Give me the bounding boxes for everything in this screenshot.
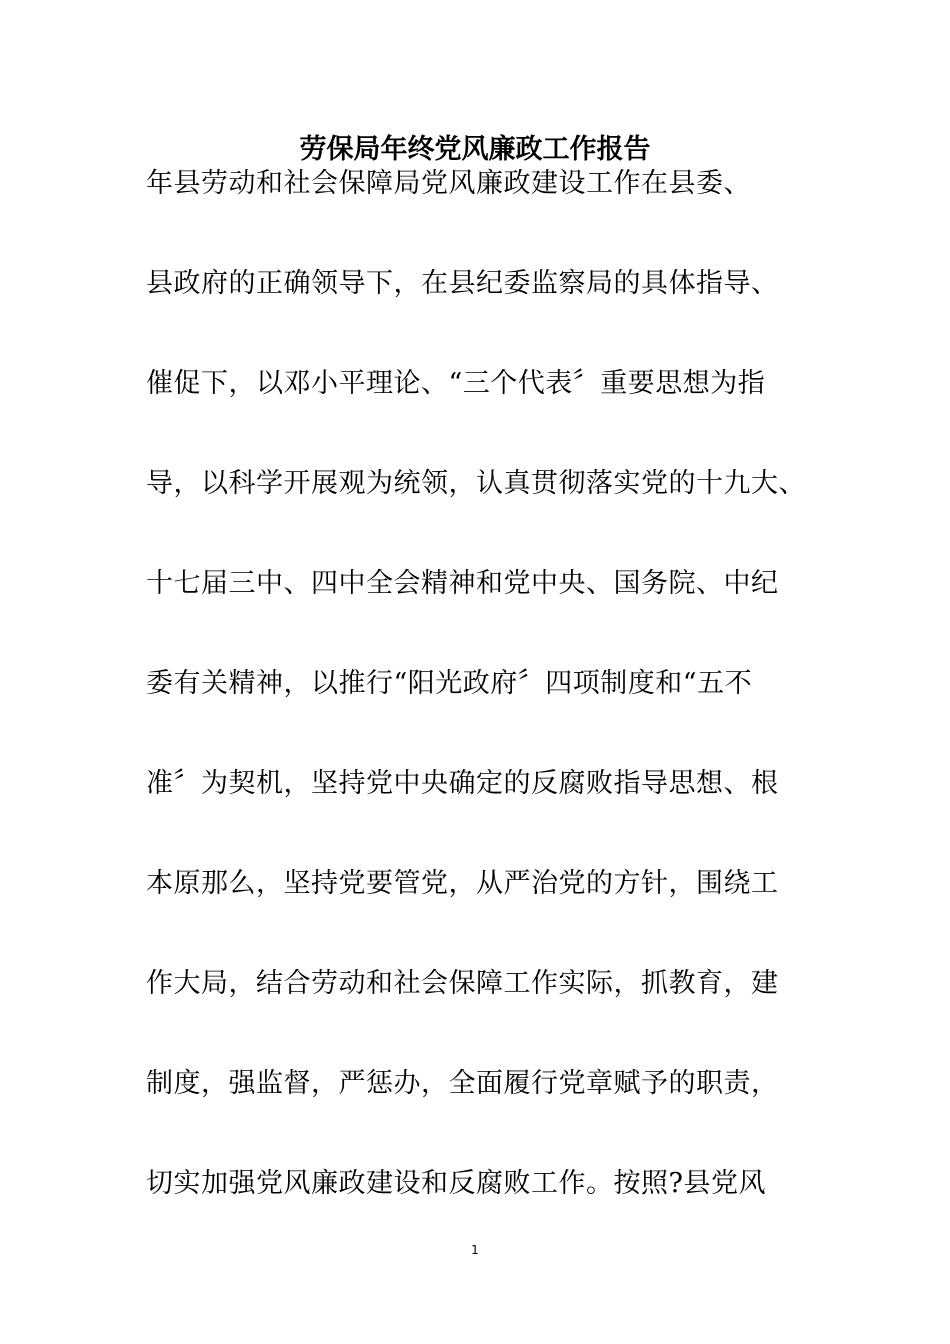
page-number: 1 bbox=[471, 1243, 479, 1257]
body-line-6: 委有关精神，以推行“阳光政府〞四项制度和“五不 bbox=[146, 668, 753, 699]
body-line-8: 本原那么，坚持党要管党，从严治党的方针，围绕工 bbox=[146, 868, 779, 899]
body-line-4: 导，以科学开展观为统领，认真贯彻落实党的十九大、 bbox=[146, 468, 806, 499]
body-line-2: 县政府的正确领导下，在县纪委监察局的具体指导、 bbox=[146, 268, 779, 299]
document-title: 劳保局年终党风廉政工作报告 bbox=[299, 134, 651, 165]
body-line-5: 十七届三中、四中全会精神和党中央、国务院、中纪 bbox=[146, 568, 779, 599]
body-line-9: 作大局，结合劳动和社会保障工作实际，抓教育，建 bbox=[146, 968, 779, 999]
body-line-3: 催促下，以邓小平理论、“三个代表〞重要思想为指 bbox=[146, 368, 766, 399]
body-line-1: 年县劳动和社会保障局党风廉政建设工作在县委、 bbox=[146, 168, 751, 199]
body-line-7: 准〞为契机，坚持党中央确定的反腐败指导思想、根 bbox=[146, 768, 779, 799]
body-line-11: 切实加强党风廉政建设和反腐败工作。按照?县党风 bbox=[146, 1168, 766, 1199]
body-line-10: 制度，强监督，严惩办，全面履行党章赋予的职责， bbox=[146, 1068, 779, 1099]
